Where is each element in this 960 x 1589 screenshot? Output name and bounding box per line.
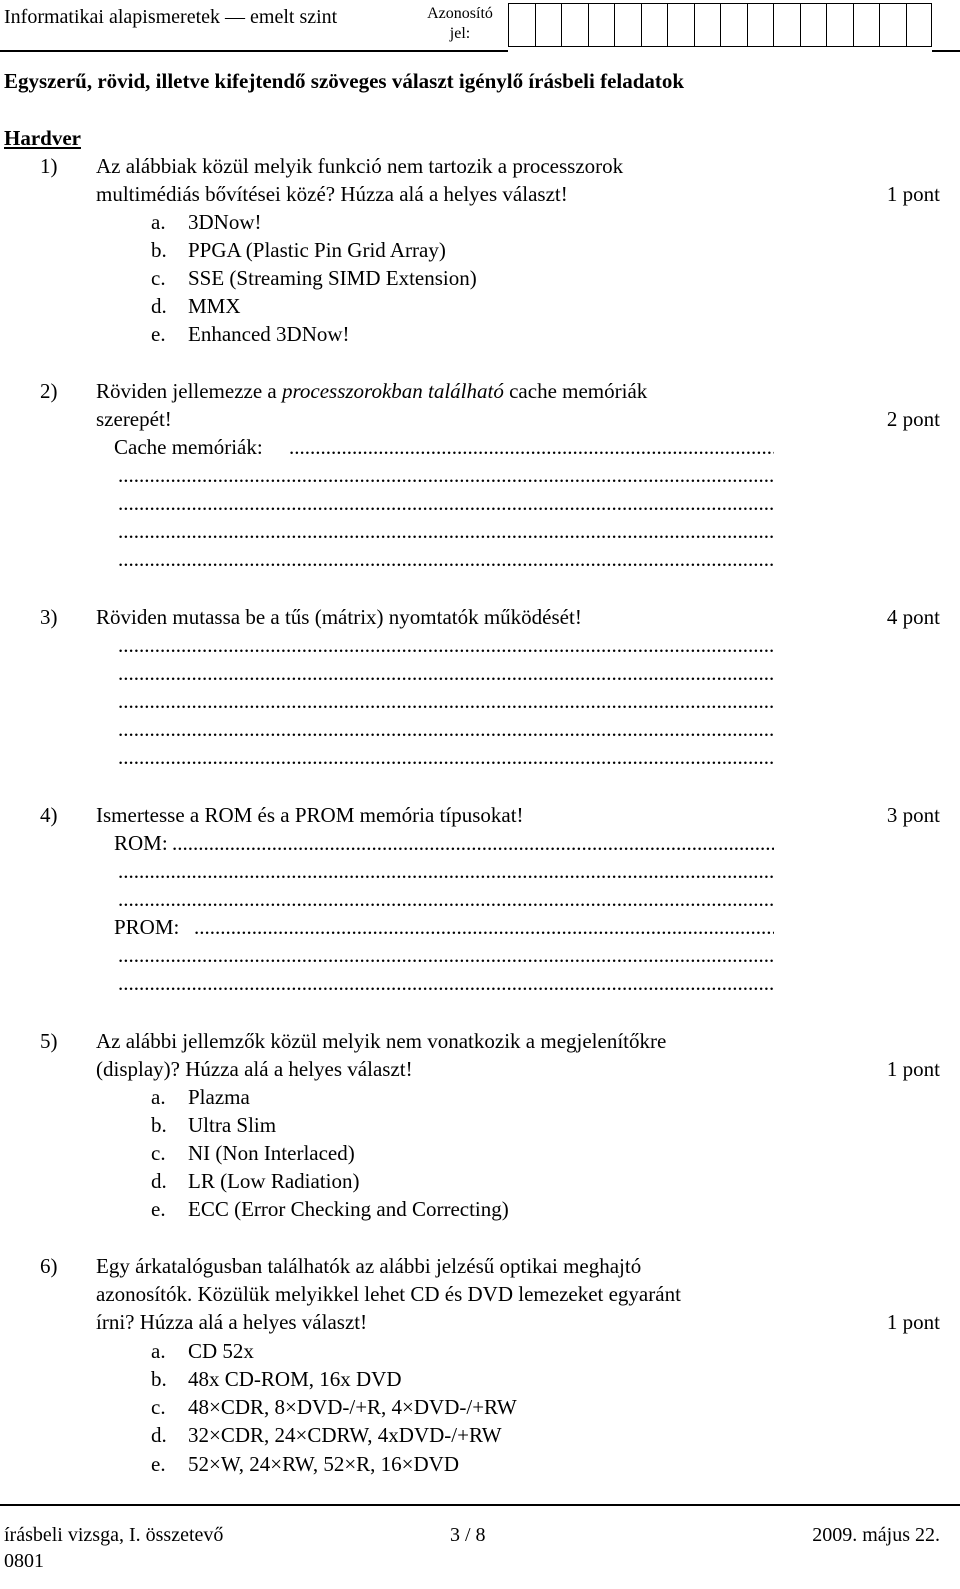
- q6-option-letter: e.: [151, 1452, 166, 1476]
- answer-line[interactable]: [194, 913, 774, 941]
- header-rule-right: [932, 50, 960, 52]
- q1-points: 1 pont: [886, 182, 940, 206]
- footer-code: 0801: [4, 1550, 44, 1572]
- q3-points: 4 pont: [886, 605, 940, 629]
- id-label: [420, 4, 500, 44]
- q1-option-letter: a.: [151, 210, 166, 234]
- answer-line[interactable]: [118, 715, 774, 743]
- q1-option-b[interactable]: PPGA (Plastic Pin Grid Array): [188, 238, 446, 262]
- q5-option-b[interactable]: Ultra Slim: [188, 1113, 277, 1137]
- q5-option-letter: b.: [151, 1113, 167, 1137]
- id-box[interactable]: [879, 3, 906, 47]
- answer-line[interactable]: [118, 857, 774, 885]
- answer-line[interactable]: [118, 743, 774, 771]
- id-box[interactable]: [641, 3, 668, 47]
- section-heading: Egyszerű, rövid, illetve kifejtendő szöveges választ igénylő írásbeli feladatok: [4, 69, 685, 93]
- q6-text-line1: Egy árkatalógusban találhatók az alábbi jelzésű optikai meghajtó: [96, 1254, 642, 1278]
- q4-number: 4): [40, 803, 58, 827]
- answer-line[interactable]: [118, 687, 774, 715]
- footer-left: írásbeli vizsga, I. összetevő: [4, 1524, 224, 1546]
- q5-option-e[interactable]: ECC (Error Checking and Correcting): [188, 1197, 509, 1221]
- id-box[interactable]: [508, 3, 535, 47]
- q6-option-a[interactable]: CD 52x: [188, 1339, 254, 1363]
- q4-text-line1: Ismertesse a ROM és a PROM memória típusokat!: [96, 803, 524, 827]
- answer-line[interactable]: [118, 545, 774, 573]
- q2-answer-label: Cache memóriák:: [114, 435, 263, 459]
- header-title: Informatikai alapismeretek — emelt szint: [4, 6, 338, 28]
- answer-line[interactable]: [118, 969, 774, 997]
- id-box[interactable]: [800, 3, 827, 47]
- answer-line[interactable]: [118, 659, 774, 687]
- q2-number: 2): [40, 379, 58, 403]
- q5-option-d[interactable]: LR (Low Radiation): [188, 1169, 360, 1193]
- q4-prom-label: PROM:: [114, 915, 180, 939]
- answer-line[interactable]: [289, 433, 774, 461]
- q6-option-c[interactable]: 48×CDR, 8×DVD-/+R, 4×DVD-/+RW: [188, 1395, 517, 1419]
- q5-option-letter: a.: [151, 1085, 166, 1109]
- q4-points: 3 pont: [886, 803, 940, 827]
- answer-line[interactable]: [118, 941, 774, 969]
- q2-points: 2 pont: [886, 407, 940, 431]
- id-box[interactable]: [906, 3, 933, 47]
- q5-option-a[interactable]: Plazma: [188, 1085, 250, 1109]
- id-box[interactable]: [535, 3, 562, 47]
- q1-option-e[interactable]: Enhanced 3DNow!: [188, 322, 350, 346]
- q6-points: 1 pont: [886, 1310, 940, 1334]
- id-box[interactable]: [747, 3, 774, 47]
- answer-line[interactable]: [118, 517, 774, 545]
- answer-line[interactable]: [118, 885, 774, 913]
- q1-text-line2: multimédiás bővítései közé? Húzza alá a helyes választ!: [96, 182, 568, 206]
- q1-option-c[interactable]: SSE (Streaming SIMD Extension): [188, 266, 477, 290]
- footer-page: 3 / 8: [450, 1524, 486, 1546]
- q2-text-line1: [96, 377, 647, 405]
- q5-number: 5): [40, 1029, 58, 1053]
- header-rule: [0, 50, 508, 52]
- id-box[interactable]: [588, 3, 615, 47]
- footer-rule: [0, 1504, 960, 1506]
- q5-points: 1 pont: [886, 1057, 940, 1081]
- q6-option-letter: c.: [151, 1395, 166, 1419]
- q4-rom-label: ROM:: [114, 831, 168, 855]
- q5-option-c[interactable]: NI (Non Interlaced): [188, 1141, 355, 1165]
- q6-option-d[interactable]: 32×CDR, 24×CDRW, 4xDVD-/+RW: [188, 1423, 502, 1447]
- id-box[interactable]: [773, 3, 800, 47]
- q6-option-letter: d.: [151, 1423, 167, 1447]
- id-box[interactable]: [667, 3, 694, 47]
- q1-option-letter: b.: [151, 238, 167, 262]
- answer-line[interactable]: [118, 631, 774, 659]
- id-boxes[interactable]: [508, 3, 932, 47]
- q1-option-a[interactable]: 3DNow!: [188, 210, 262, 234]
- q6-number: 6): [40, 1254, 58, 1278]
- q1-text-line1: Az alábbiak közül melyik funkció nem tartozik a processzorok: [96, 154, 624, 178]
- q3-number: 3): [40, 605, 58, 629]
- id-box[interactable]: [694, 3, 721, 47]
- q5-text-line2: (display)? Húzza alá a helyes választ!: [96, 1057, 413, 1081]
- q1-number: 1): [40, 154, 58, 178]
- q1-option-letter: d.: [151, 294, 167, 318]
- q1-option-d[interactable]: MMX: [188, 294, 241, 318]
- id-box[interactable]: [826, 3, 853, 47]
- q2-text-part: Röviden jellemezze a: [96, 379, 282, 403]
- q6-text-line3: írni? Húzza alá a helyes választ!: [96, 1310, 368, 1334]
- q6-option-b[interactable]: 48x CD-ROM, 16x DVD: [188, 1367, 402, 1391]
- q2-text-italic: processzorokban található: [282, 379, 504, 403]
- footer-date: 2009. május 22.: [812, 1524, 940, 1546]
- id-box[interactable]: [853, 3, 880, 47]
- id-label-line2: jel:: [449, 25, 471, 42]
- q2-text-part: cache memóriák: [503, 379, 648, 403]
- q1-option-letter: c.: [151, 266, 166, 290]
- id-box[interactable]: [720, 3, 747, 47]
- q3-text-line1: Röviden mutassa be a tűs (mátrix) nyomtatók működését!: [96, 605, 582, 629]
- answer-line[interactable]: [172, 829, 774, 857]
- answer-line[interactable]: [118, 461, 774, 489]
- q5-option-letter: c.: [151, 1141, 166, 1165]
- q5-text-line1: Az alábbi jellemzők közül melyik nem vonatkozik a megjelenítőkre: [96, 1029, 667, 1053]
- answer-line[interactable]: [118, 489, 774, 517]
- section-subheading: Hardver: [4, 126, 81, 150]
- q5-option-letter: e.: [151, 1197, 166, 1221]
- q1-option-letter: e.: [151, 322, 166, 346]
- q6-text-line2: azonosítók. Közülük melyikkel lehet CD és DVD lemezeket egyaránt: [96, 1282, 681, 1306]
- q6-option-letter: b.: [151, 1367, 167, 1391]
- q5-option-letter: d.: [151, 1169, 167, 1193]
- id-box[interactable]: [561, 3, 588, 47]
- id-box[interactable]: [614, 3, 641, 47]
- id-label-line1: Azonosító: [427, 5, 493, 22]
- q6-option-e[interactable]: 52×W, 24×RW, 52×R, 16×DVD: [188, 1452, 460, 1476]
- q2-text-line2: szerepét!: [96, 407, 172, 431]
- q6-option-letter: a.: [151, 1339, 166, 1363]
